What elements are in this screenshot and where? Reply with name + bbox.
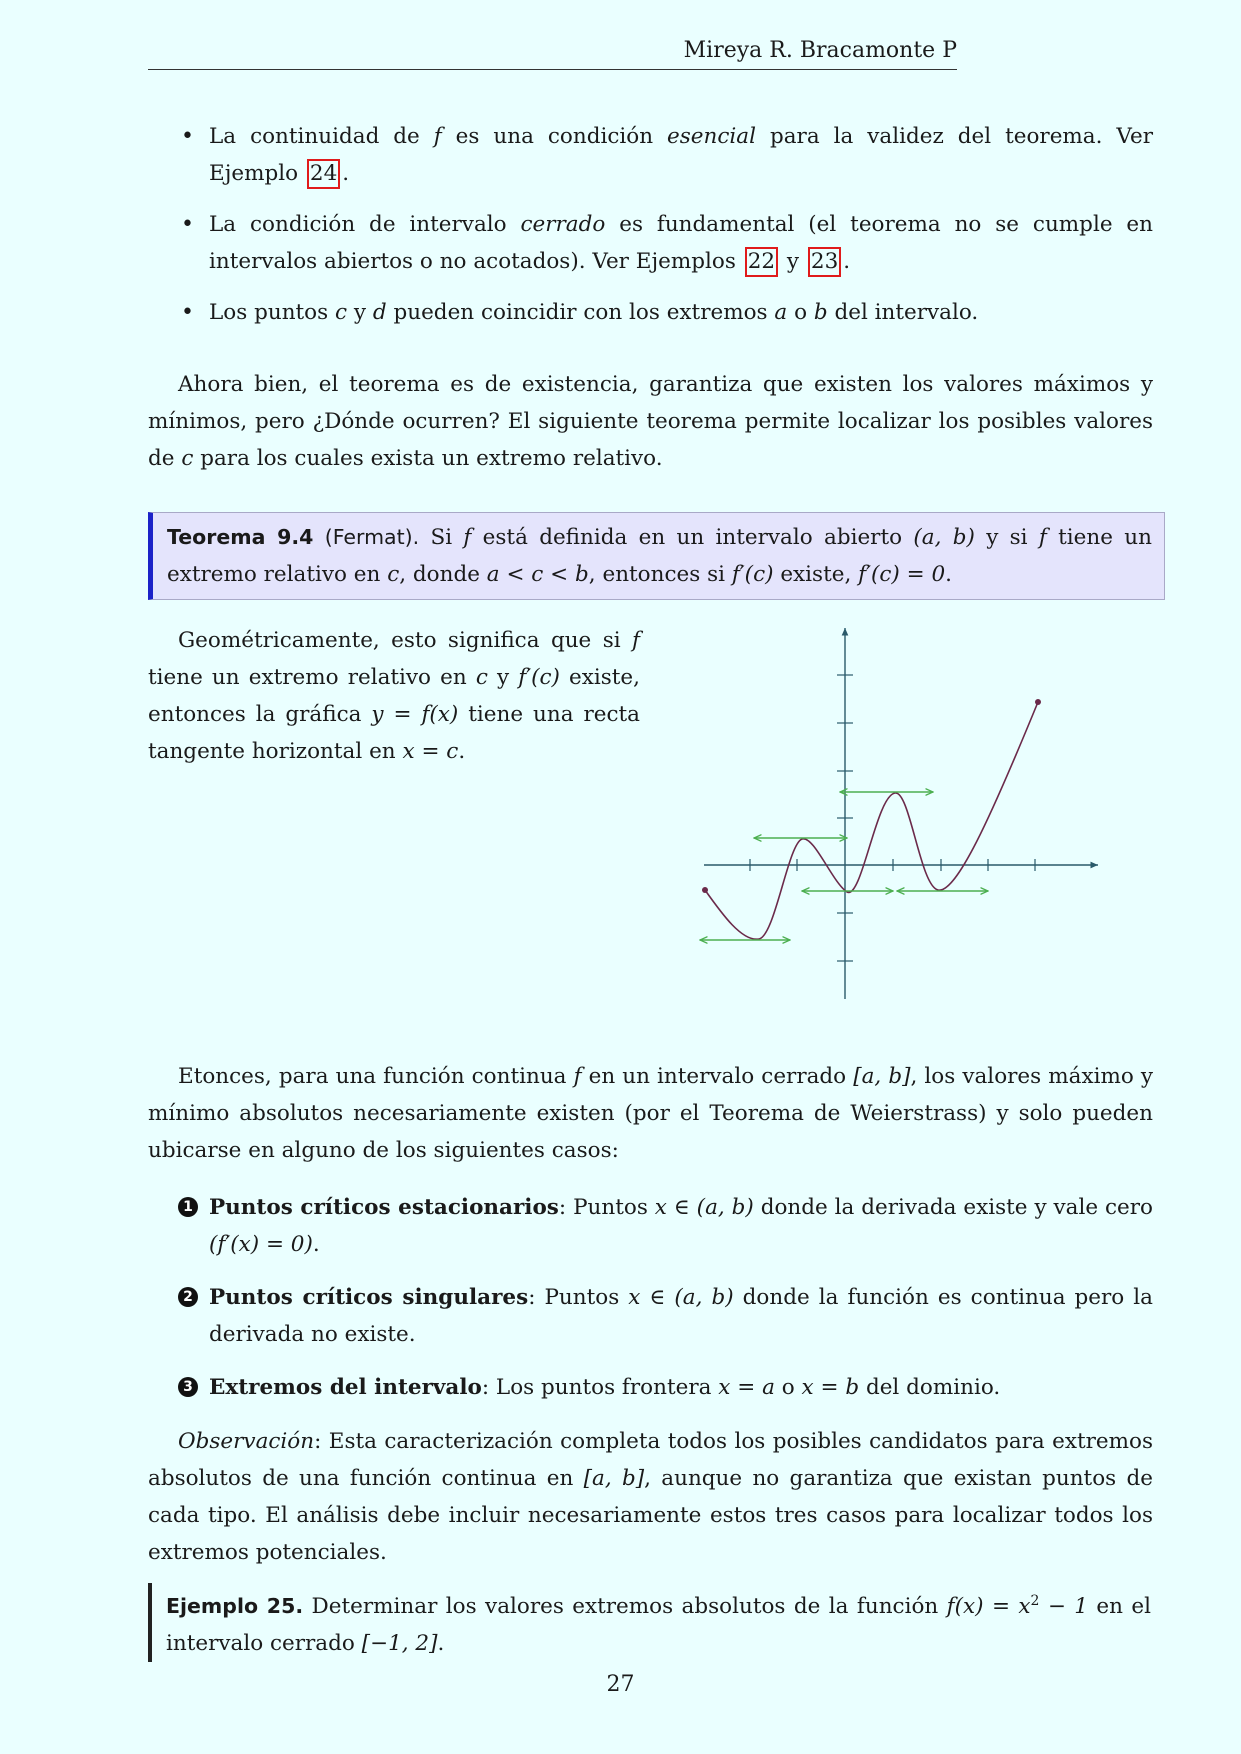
- paragraph-existence: Ahora bien, el teorema es de existencia, garantiza que existen los valores máximos y mínimos, pero ¿Dónde ocurren? El siguiente teorema permite localizar los posibles valores de c para los cuales exista un extremo relativo.: [148, 372, 1153, 471]
- theorem-name: (Fermat).: [324, 525, 420, 549]
- observation-paragraph: Observación: Esta caracterización completa todos los posibles candidatos para extremos absolutos de una función continua en [a, b], aunque no garantiza que existan puntos de cada tipo. El análisis debe incluir necesariamente estos tres casos para localizar todos los extremos potenciales.: [148, 1429, 1153, 1565]
- list-item: • La condición de intervalo cerrado es fundamental (el teorema no se cumple en intervalos abiertos o no acotados). Ver Ejemplos 22 y 23 .: [148, 206, 1153, 280]
- list-item: • Los puntos c y d pueden coincidir con los extremos a o b del intervalo.: [148, 294, 1153, 331]
- extrema-graph-figure: [690, 624, 1110, 1004]
- horizontal-tangents: [700, 792, 988, 940]
- example-box: Ejemplo 25. Determinar los valores extremos absolutos de la función $f(x) = x^2 - 1$ en el intervalo cerrado [−1, 2].: [148, 1583, 1151, 1662]
- list-item: 3 Extremos del intervalo: Los puntos frontera x = a o x = b del dominio.: [148, 1369, 1153, 1406]
- right-endpoint-dot: [1035, 699, 1041, 705]
- example-ref-link[interactable]: 22: [745, 247, 778, 277]
- example-label: Ejemplo 25.: [166, 1594, 304, 1619]
- paragraph-weierstrass: Etonces, para una función continua f en un intervalo cerrado [a, b], los valores máximo y mínimo absolutos necesariamente existen (por el Teorema de Weierstrass) y solo pueden ubicarse en alguno de los siguientes casos:: [148, 1064, 1154, 1163]
- example-ref-link[interactable]: 24: [307, 159, 340, 189]
- header-author: Mireya R. Bracamonte P: [683, 38, 957, 63]
- theorem-box: Teorema 9.4 (Fermat). Si f está definida en un intervalo abierto (a, b) y si f tiene un extremo relativo en c, donde a < c < b, entonces si f′(c) existe, f′(c) = 0.: [148, 512, 1165, 600]
- list-item: 2 Puntos críticos singulares: Puntos x ∈ (a, b) donde la función es continua pero la derivada no existe.: [148, 1279, 1153, 1353]
- page-number: 27: [606, 1672, 635, 1697]
- left-endpoint-dot: [702, 887, 708, 893]
- cases-list: [148, 1189, 1153, 1422]
- number-badge: 2: [178, 1287, 198, 1307]
- number-badge: 1: [178, 1197, 198, 1217]
- observation-label: Observación: [178, 1429, 315, 1454]
- remarks-list: [148, 118, 1153, 345]
- number-badge: 3: [178, 1377, 198, 1397]
- example-ref-link[interactable]: 23: [808, 247, 841, 277]
- theorem-label: Teorema 9.4: [167, 525, 314, 549]
- list-item: 1 Puntos críticos estacionarios: Puntos x ∈ (a, b) donde la derivada existe y vale cero (f′(x) = 0).: [148, 1189, 1153, 1263]
- running-header: [148, 38, 957, 70]
- list-item: • La continuidad de f es una condición esencial para la validez del teorema. Ver Ejemplo 24 .: [148, 118, 1153, 192]
- paragraph-geometric: Geométricamente, esto significa que si f tiene un extremo relativo en c y f′(c) existe, entonces la gráfica y = f(x) tiene una recta tangente horizontal en x = c.: [148, 628, 640, 764]
- function-curve: [705, 702, 1038, 939]
